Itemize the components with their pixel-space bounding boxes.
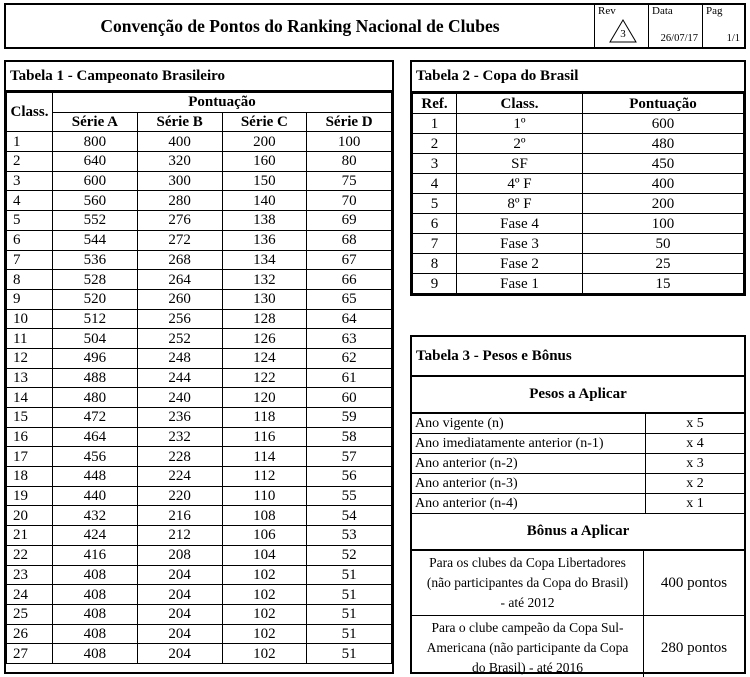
bonus-description-line: - até 2012 <box>500 595 555 610</box>
date-label: Data <box>652 5 673 17</box>
points-cell: 64 <box>307 309 392 329</box>
bonus-value: 400 pontos <box>660 574 728 591</box>
points-cell: 536 <box>53 250 138 270</box>
points-cell: 300 <box>137 171 222 191</box>
weight-row <box>412 414 744 434</box>
table-row <box>7 211 392 231</box>
rank-cell: 8 <box>7 270 53 290</box>
weight-row <box>412 494 744 514</box>
table-row <box>7 506 392 526</box>
points-cell: 272 <box>137 230 222 250</box>
table2-header-points: Pontuação <box>583 94 744 114</box>
points-cell: 51 <box>307 604 392 624</box>
rank-cell: 16 <box>7 427 53 447</box>
points-cell: 552 <box>53 211 138 231</box>
table-row <box>413 134 744 154</box>
table-row <box>7 289 392 309</box>
points-cell: 69 <box>307 211 392 231</box>
table3-title: Tabela 3 - Pesos e Bônus <box>412 337 744 377</box>
points-cell: 204 <box>137 644 222 664</box>
bonus-description-line: do Brasil) - até 2016 <box>472 660 583 675</box>
bonus-heading: Bônus a Aplicar <box>412 513 744 551</box>
points-cell: 58 <box>307 427 392 447</box>
points-cell: 488 <box>53 368 138 388</box>
rank-cell: 2 <box>7 152 53 172</box>
table-row <box>7 526 392 546</box>
ref-cell: 9 <box>413 274 457 294</box>
weight-row <box>412 454 744 474</box>
table-row <box>413 114 744 134</box>
table1-header-serie-b: Série B <box>137 112 222 132</box>
table-row <box>7 368 392 388</box>
table2-header-class: Class. <box>457 94 583 114</box>
class-cell: 8º F <box>457 194 583 214</box>
points-cell: 52 <box>307 545 392 565</box>
points-cell: 504 <box>53 329 138 349</box>
date-cell <box>648 5 702 47</box>
points-cell: 61 <box>307 368 392 388</box>
document-title: Convenção de Pontos do Ranking Nacional de Clubes <box>100 15 500 36</box>
table-row <box>7 191 392 211</box>
rank-cell: 26 <box>7 624 53 644</box>
table-row <box>7 624 392 644</box>
points-cell: 51 <box>307 644 392 664</box>
bonus-row <box>412 616 744 677</box>
points-cell: 116 <box>222 427 307 447</box>
revision-cell <box>594 5 648 47</box>
points-cell: 130 <box>222 289 307 309</box>
points-cell: 66 <box>307 270 392 290</box>
page-value: 1/1 <box>726 33 740 44</box>
class-cell: 2º <box>457 134 583 154</box>
points-cell: 220 <box>137 486 222 506</box>
points-cell: 520 <box>53 289 138 309</box>
rank-cell: 22 <box>7 545 53 565</box>
table1-header-serie-c: Série C <box>222 112 307 132</box>
points-cell: 102 <box>222 585 307 605</box>
points-cell: 25 <box>583 254 744 274</box>
points-cell: 108 <box>222 506 307 526</box>
table-row <box>413 274 744 294</box>
rank-cell: 19 <box>7 486 53 506</box>
points-cell: 53 <box>307 526 392 546</box>
class-cell: 4º F <box>457 174 583 194</box>
table-row <box>7 644 392 664</box>
points-cell: 118 <box>222 408 307 428</box>
document-header <box>4 3 746 49</box>
points-cell: 236 <box>137 408 222 428</box>
points-cell: 472 <box>53 408 138 428</box>
table-row <box>413 234 744 254</box>
points-cell: 100 <box>307 132 392 152</box>
class-cell: Fase 1 <box>457 274 583 294</box>
table2-header-ref: Ref. <box>413 94 457 114</box>
points-cell: 150 <box>222 171 307 191</box>
weight-value: x 3 <box>686 456 704 471</box>
points-cell: 204 <box>137 624 222 644</box>
weight-label: Ano anterior (n-2) <box>412 454 646 473</box>
points-cell: 102 <box>222 565 307 585</box>
points-cell: 240 <box>137 388 222 408</box>
weights-list <box>412 414 744 514</box>
rank-cell: 6 <box>7 230 53 250</box>
points-cell: 252 <box>137 329 222 349</box>
points-cell: 126 <box>222 329 307 349</box>
points-cell: 136 <box>222 230 307 250</box>
class-cell: SF <box>457 154 583 174</box>
points-cell: 408 <box>53 604 138 624</box>
ref-cell: 6 <box>413 214 457 234</box>
weight-label: Ano imediatamente anterior (n-1) <box>412 434 646 453</box>
points-cell: 102 <box>222 624 307 644</box>
rank-cell: 14 <box>7 388 53 408</box>
table-row <box>7 348 392 368</box>
table-row <box>7 467 392 487</box>
table-row <box>7 250 392 270</box>
ref-cell: 7 <box>413 234 457 254</box>
points-cell: 224 <box>137 467 222 487</box>
table1-header-serie-a: Série A <box>53 112 138 132</box>
points-cell: 400 <box>583 174 744 194</box>
rank-cell: 10 <box>7 309 53 329</box>
points-cell: 264 <box>137 270 222 290</box>
points-cell: 800 <box>53 132 138 152</box>
points-cell: 112 <box>222 467 307 487</box>
points-cell: 160 <box>222 152 307 172</box>
class-cell: Fase 4 <box>457 214 583 234</box>
points-cell: 63 <box>307 329 392 349</box>
rank-cell: 27 <box>7 644 53 664</box>
points-cell: 480 <box>53 388 138 408</box>
points-cell: 528 <box>53 270 138 290</box>
points-cell: 480 <box>583 134 744 154</box>
points-cell: 408 <box>53 565 138 585</box>
table-row <box>413 254 744 274</box>
rank-cell: 5 <box>7 211 53 231</box>
table-row <box>7 270 392 290</box>
points-cell: 200 <box>583 194 744 214</box>
ref-cell: 2 <box>413 134 457 154</box>
points-cell: 54 <box>307 506 392 526</box>
points-cell: 102 <box>222 644 307 664</box>
points-cell: 114 <box>222 447 307 467</box>
points-cell: 276 <box>137 211 222 231</box>
weight-value: x 4 <box>686 436 704 451</box>
rank-cell: 11 <box>7 329 53 349</box>
points-cell: 600 <box>583 114 744 134</box>
table-row <box>7 309 392 329</box>
rank-cell: 9 <box>7 289 53 309</box>
date-value: 26/07/17 <box>660 33 698 44</box>
points-cell: 104 <box>222 545 307 565</box>
table2-title: Tabela 2 - Copa do Brasil <box>412 62 744 93</box>
page-cell <box>702 5 744 47</box>
points-cell: 204 <box>137 565 222 585</box>
points-cell: 75 <box>307 171 392 191</box>
points-cell: 216 <box>137 506 222 526</box>
table-row <box>7 171 392 191</box>
table1-header-group: Pontuação <box>53 93 392 113</box>
bonus-description <box>412 616 644 677</box>
ref-cell: 8 <box>413 254 457 274</box>
weight-label: Ano anterior (n-3) <box>412 474 646 493</box>
points-cell: 55 <box>307 486 392 506</box>
rank-cell: 4 <box>7 191 53 211</box>
bonus-description-line: Americana (não participante da Copa <box>426 640 629 655</box>
points-cell: 15 <box>583 274 744 294</box>
ref-cell: 5 <box>413 194 457 214</box>
revision-label: Rev <box>598 5 616 17</box>
points-cell: 60 <box>307 388 392 408</box>
table-row <box>7 565 392 585</box>
points-cell: 51 <box>307 565 392 585</box>
points-cell: 208 <box>137 545 222 565</box>
rank-cell: 3 <box>7 171 53 191</box>
table-row <box>413 194 744 214</box>
bonus-description <box>412 551 644 615</box>
rank-cell: 25 <box>7 604 53 624</box>
rank-cell: 24 <box>7 585 53 605</box>
weight-label: Ano anterior (n-4) <box>412 494 646 513</box>
points-cell: 260 <box>137 289 222 309</box>
points-cell: 106 <box>222 526 307 546</box>
points-cell: 100 <box>583 214 744 234</box>
points-cell: 65 <box>307 289 392 309</box>
points-cell: 248 <box>137 348 222 368</box>
rank-cell: 1 <box>7 132 53 152</box>
table-row <box>413 214 744 234</box>
weight-label: Ano vigente (n) <box>412 414 646 433</box>
weight-row <box>412 434 744 454</box>
points-cell: 134 <box>222 250 307 270</box>
class-cell: Fase 2 <box>457 254 583 274</box>
weight-value: x 1 <box>686 496 704 511</box>
table1-header-class: Class. <box>7 93 53 132</box>
page-label: Pag <box>706 5 723 17</box>
points-cell: 256 <box>137 309 222 329</box>
points-cell: 440 <box>53 486 138 506</box>
points-cell: 68 <box>307 230 392 250</box>
weight-row <box>412 474 744 494</box>
revision-value: 3 <box>620 28 626 40</box>
points-cell: 67 <box>307 250 392 270</box>
weight-value: x 2 <box>686 476 704 491</box>
points-cell: 416 <box>53 545 138 565</box>
table-row <box>7 585 392 605</box>
points-cell: 544 <box>53 230 138 250</box>
class-cell: 1º <box>457 114 583 134</box>
table2-grid <box>412 93 744 294</box>
points-cell: 268 <box>137 250 222 270</box>
bonus-value: 280 pontos <box>660 639 728 656</box>
table-row <box>7 132 392 152</box>
table-row <box>7 152 392 172</box>
ref-cell: 3 <box>413 154 457 174</box>
table-row <box>413 174 744 194</box>
points-cell: 56 <box>307 467 392 487</box>
points-cell: 59 <box>307 408 392 428</box>
table-row <box>7 388 392 408</box>
points-cell: 57 <box>307 447 392 467</box>
table-row <box>7 329 392 349</box>
bonus-list <box>412 551 744 677</box>
weights-heading: Pesos a Aplicar <box>412 377 744 414</box>
points-cell: 124 <box>222 348 307 368</box>
points-cell: 456 <box>53 447 138 467</box>
points-cell: 408 <box>53 624 138 644</box>
table-row <box>7 447 392 467</box>
points-cell: 232 <box>137 427 222 447</box>
points-cell: 280 <box>137 191 222 211</box>
points-cell: 640 <box>53 152 138 172</box>
points-cell: 110 <box>222 486 307 506</box>
class-cell: Fase 3 <box>457 234 583 254</box>
points-cell: 138 <box>222 211 307 231</box>
rank-cell: 15 <box>7 408 53 428</box>
rank-cell: 20 <box>7 506 53 526</box>
points-cell: 212 <box>137 526 222 546</box>
points-cell: 204 <box>137 604 222 624</box>
points-cell: 228 <box>137 447 222 467</box>
ref-cell: 4 <box>413 174 457 194</box>
points-cell: 120 <box>222 388 307 408</box>
points-cell: 320 <box>137 152 222 172</box>
points-cell: 51 <box>307 624 392 644</box>
table-row <box>7 604 392 624</box>
rank-cell: 18 <box>7 467 53 487</box>
points-cell: 408 <box>53 644 138 664</box>
weight-value: x 5 <box>686 416 704 431</box>
points-cell: 424 <box>53 526 138 546</box>
points-cell: 464 <box>53 427 138 447</box>
points-cell: 204 <box>137 585 222 605</box>
rank-cell: 12 <box>7 348 53 368</box>
points-cell: 140 <box>222 191 307 211</box>
rank-cell: 17 <box>7 447 53 467</box>
points-cell: 102 <box>222 604 307 624</box>
points-cell: 244 <box>137 368 222 388</box>
table-row <box>7 486 392 506</box>
points-cell: 70 <box>307 191 392 211</box>
table-row <box>7 545 392 565</box>
points-cell: 80 <box>307 152 392 172</box>
bonus-description-line: Para os clubes da Copa Libertadores <box>429 555 626 570</box>
rank-cell: 21 <box>7 526 53 546</box>
points-cell: 400 <box>137 132 222 152</box>
points-cell: 128 <box>222 309 307 329</box>
points-cell: 62 <box>307 348 392 368</box>
rank-cell: 13 <box>7 368 53 388</box>
table3-pesos-e-bonus <box>410 335 746 674</box>
table-row <box>7 230 392 250</box>
table1-campeonato-brasileiro <box>4 60 394 674</box>
table-row <box>413 154 744 174</box>
bonus-description-line: Para o clube campeão da Copa Sul- <box>431 620 624 635</box>
ref-cell: 1 <box>413 114 457 134</box>
table2-copa-do-brasil <box>410 60 746 296</box>
points-cell: 132 <box>222 270 307 290</box>
points-cell: 408 <box>53 585 138 605</box>
points-cell: 122 <box>222 368 307 388</box>
table1-grid <box>6 92 392 664</box>
rank-cell: 23 <box>7 565 53 585</box>
bonus-description-line: (não participantes da Copa do Brasil) <box>426 575 629 590</box>
points-cell: 432 <box>53 506 138 526</box>
table-row <box>7 427 392 447</box>
rank-cell: 7 <box>7 250 53 270</box>
points-cell: 512 <box>53 309 138 329</box>
table-row <box>7 408 392 428</box>
table1-title: Tabela 1 - Campeonato Brasileiro <box>6 62 392 92</box>
bonus-row <box>412 551 744 616</box>
points-cell: 51 <box>307 585 392 605</box>
points-cell: 496 <box>53 348 138 368</box>
points-cell: 448 <box>53 467 138 487</box>
points-cell: 450 <box>583 154 744 174</box>
points-cell: 200 <box>222 132 307 152</box>
points-cell: 600 <box>53 171 138 191</box>
points-cell: 560 <box>53 191 138 211</box>
points-cell: 50 <box>583 234 744 254</box>
table1-header-serie-d: Série D <box>307 112 392 132</box>
